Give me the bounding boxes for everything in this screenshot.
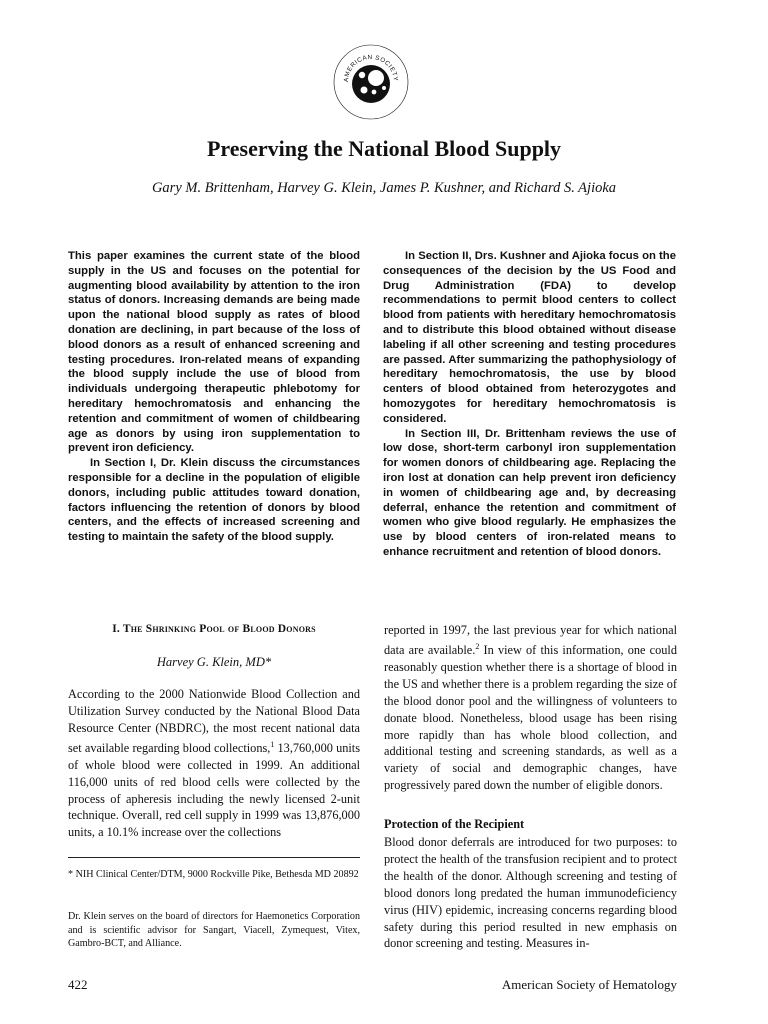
- body-paragraph: reported in 1997, the last previous year for which national data are available.$^2$ In view of this information, one could reasonably question whether there is a shortage of blood in the US and whether there is a problem regarding the size of the blood donor pool and the willingness of volunteers to donate blood. Nonetheless, blood usage has been rising more rapidly than has whole blood collection, and additional testing and screening standards, as well as a variety of social and demographic changes, have progressively pared down the number of eligible donors.: [384, 623, 677, 793]
- society-logo: [333, 44, 409, 120]
- logo-text: AMERICAN SOCIETY: [342, 53, 400, 83]
- paper-title: Preserving the National Blood Supply: [206, 136, 562, 161]
- journal-name: American Society of Hematology: [501, 977, 677, 992]
- page-number: 422: [68, 977, 88, 992]
- section-author: Harvey G. Klein, MD*: [156, 655, 272, 669]
- abstract-paragraph: In Section III, Dr. Brittenham reviews the use of low dose, short-term carbonyl iron supplementation for women donors of childbearing age. Replacing the iron lost at donation can help prevent iron deficiency in women of childbearing age and, by decreasing deferral, enhance the retention and commitment of women who give blood regularly. He emphasizes the use by blood centers of iron-related means to enhance recruitment and retention of blood donors.: [383, 427, 676, 558]
- body-text-column-2: [384, 622, 677, 794]
- subsection-heading: Protection of the Recipient: [384, 817, 525, 831]
- footnote-affiliation: * NIH Clinical Center/DTM, 9000 Rockville Pike, Bethesda MD 20892: [68, 869, 359, 880]
- abstract-paragraph: In Section II, Drs. Kushner and Ajioka focus on the consequences of the decision by the US Food and Drug Administration (FDA) to develop recommendations to permit blood centers to collect blood from patients with hereditary hemochromatosis and to distribute this blood obtained without disease labeling if all other screening and testing procedures are passed. After summarizing the pathophysiology of hereditary hemochromatosis, the use by blood centers of blood obtained from heterozygotes and homozygotes for hereditary hemochromatosis is considered.: [383, 250, 676, 425]
- reference-superscript: 1: [270, 739, 275, 749]
- abstract-right-column: [383, 249, 676, 560]
- body-paragraph: According to the 2000 Nationwide Blood Collection and Utilization Survey conducted by the National Blood Data Resource Center (NBDRC), the most recent national data set available regarding blood collections,$^1$ 13,760,000 units of whole blood were collected in 1999. An additional 116,000 units of red blood cells were collected by the process of apheresis including the newly licensed 2-unit technique. Overall, red cell supply in 1999 was 13,876,000 units, a 10.1% increase over the collections: [68, 687, 360, 840]
- abstract-paragraph: This paper examines the current state of the blood supply in the US and focuses on the potential for augmenting blood availability by attention to the iron status of donors. Increasing demands are being made upon the national blood supply as rates of blood donation are declining, in part because of the loss of blood donors as a result of enhanced screening and testing procedures. Iron-related means of expanding the blood supply include the use of blood from individuals undergoing therapeutic phlebotomy for hereditary hemochromatosis and enhancing the retention and commitment of women of childbearing age as donors by using iron supplementation to prevent iron deficiency.: [68, 250, 360, 455]
- body-paragraph: Blood donor deferrals are introduced for two purposes: to protect the health of the transfusion recipient and to protect the health of the donor. Although screening and testing of blood donors long predated the human immunodeficiency virus (HIV) epidemic, increasing concerns regarding blood safety during this period resulted in new emphasis on donor screening and testing. Measures in-: [384, 835, 677, 951]
- body-text-column-1: [68, 686, 360, 841]
- footnote-divider: [68, 857, 360, 858]
- section-heading: I. The Shrinking Pool of Blood Donors: [112, 623, 316, 635]
- reference-superscript: 2: [475, 641, 480, 651]
- abstract-left-column: [68, 249, 360, 545]
- body-text-column-2-continued: [384, 834, 677, 952]
- abstract-paragraph: In Section I, Dr. Klein discuss the circumstances responsible for a decline in the population of eligible donors, including public attitudes toward donation, factors influencing the retention of donors by blood centers, and the effects of increased screening and testing to maintain the safety of the blood supply.: [68, 457, 360, 544]
- footnote-disclosure: Dr. Klein serves on the board of directors for Haemonetics Corporation and is scientific advisor for Sangart, Viacell, Zymequest, Vitex, Gambro-BCT, and Alliance.: [68, 911, 360, 950]
- paper-authors: Gary M. Brittenham, Harvey G. Klein, James P. Kushner, and Richard S. Ajioka: [151, 180, 617, 196]
